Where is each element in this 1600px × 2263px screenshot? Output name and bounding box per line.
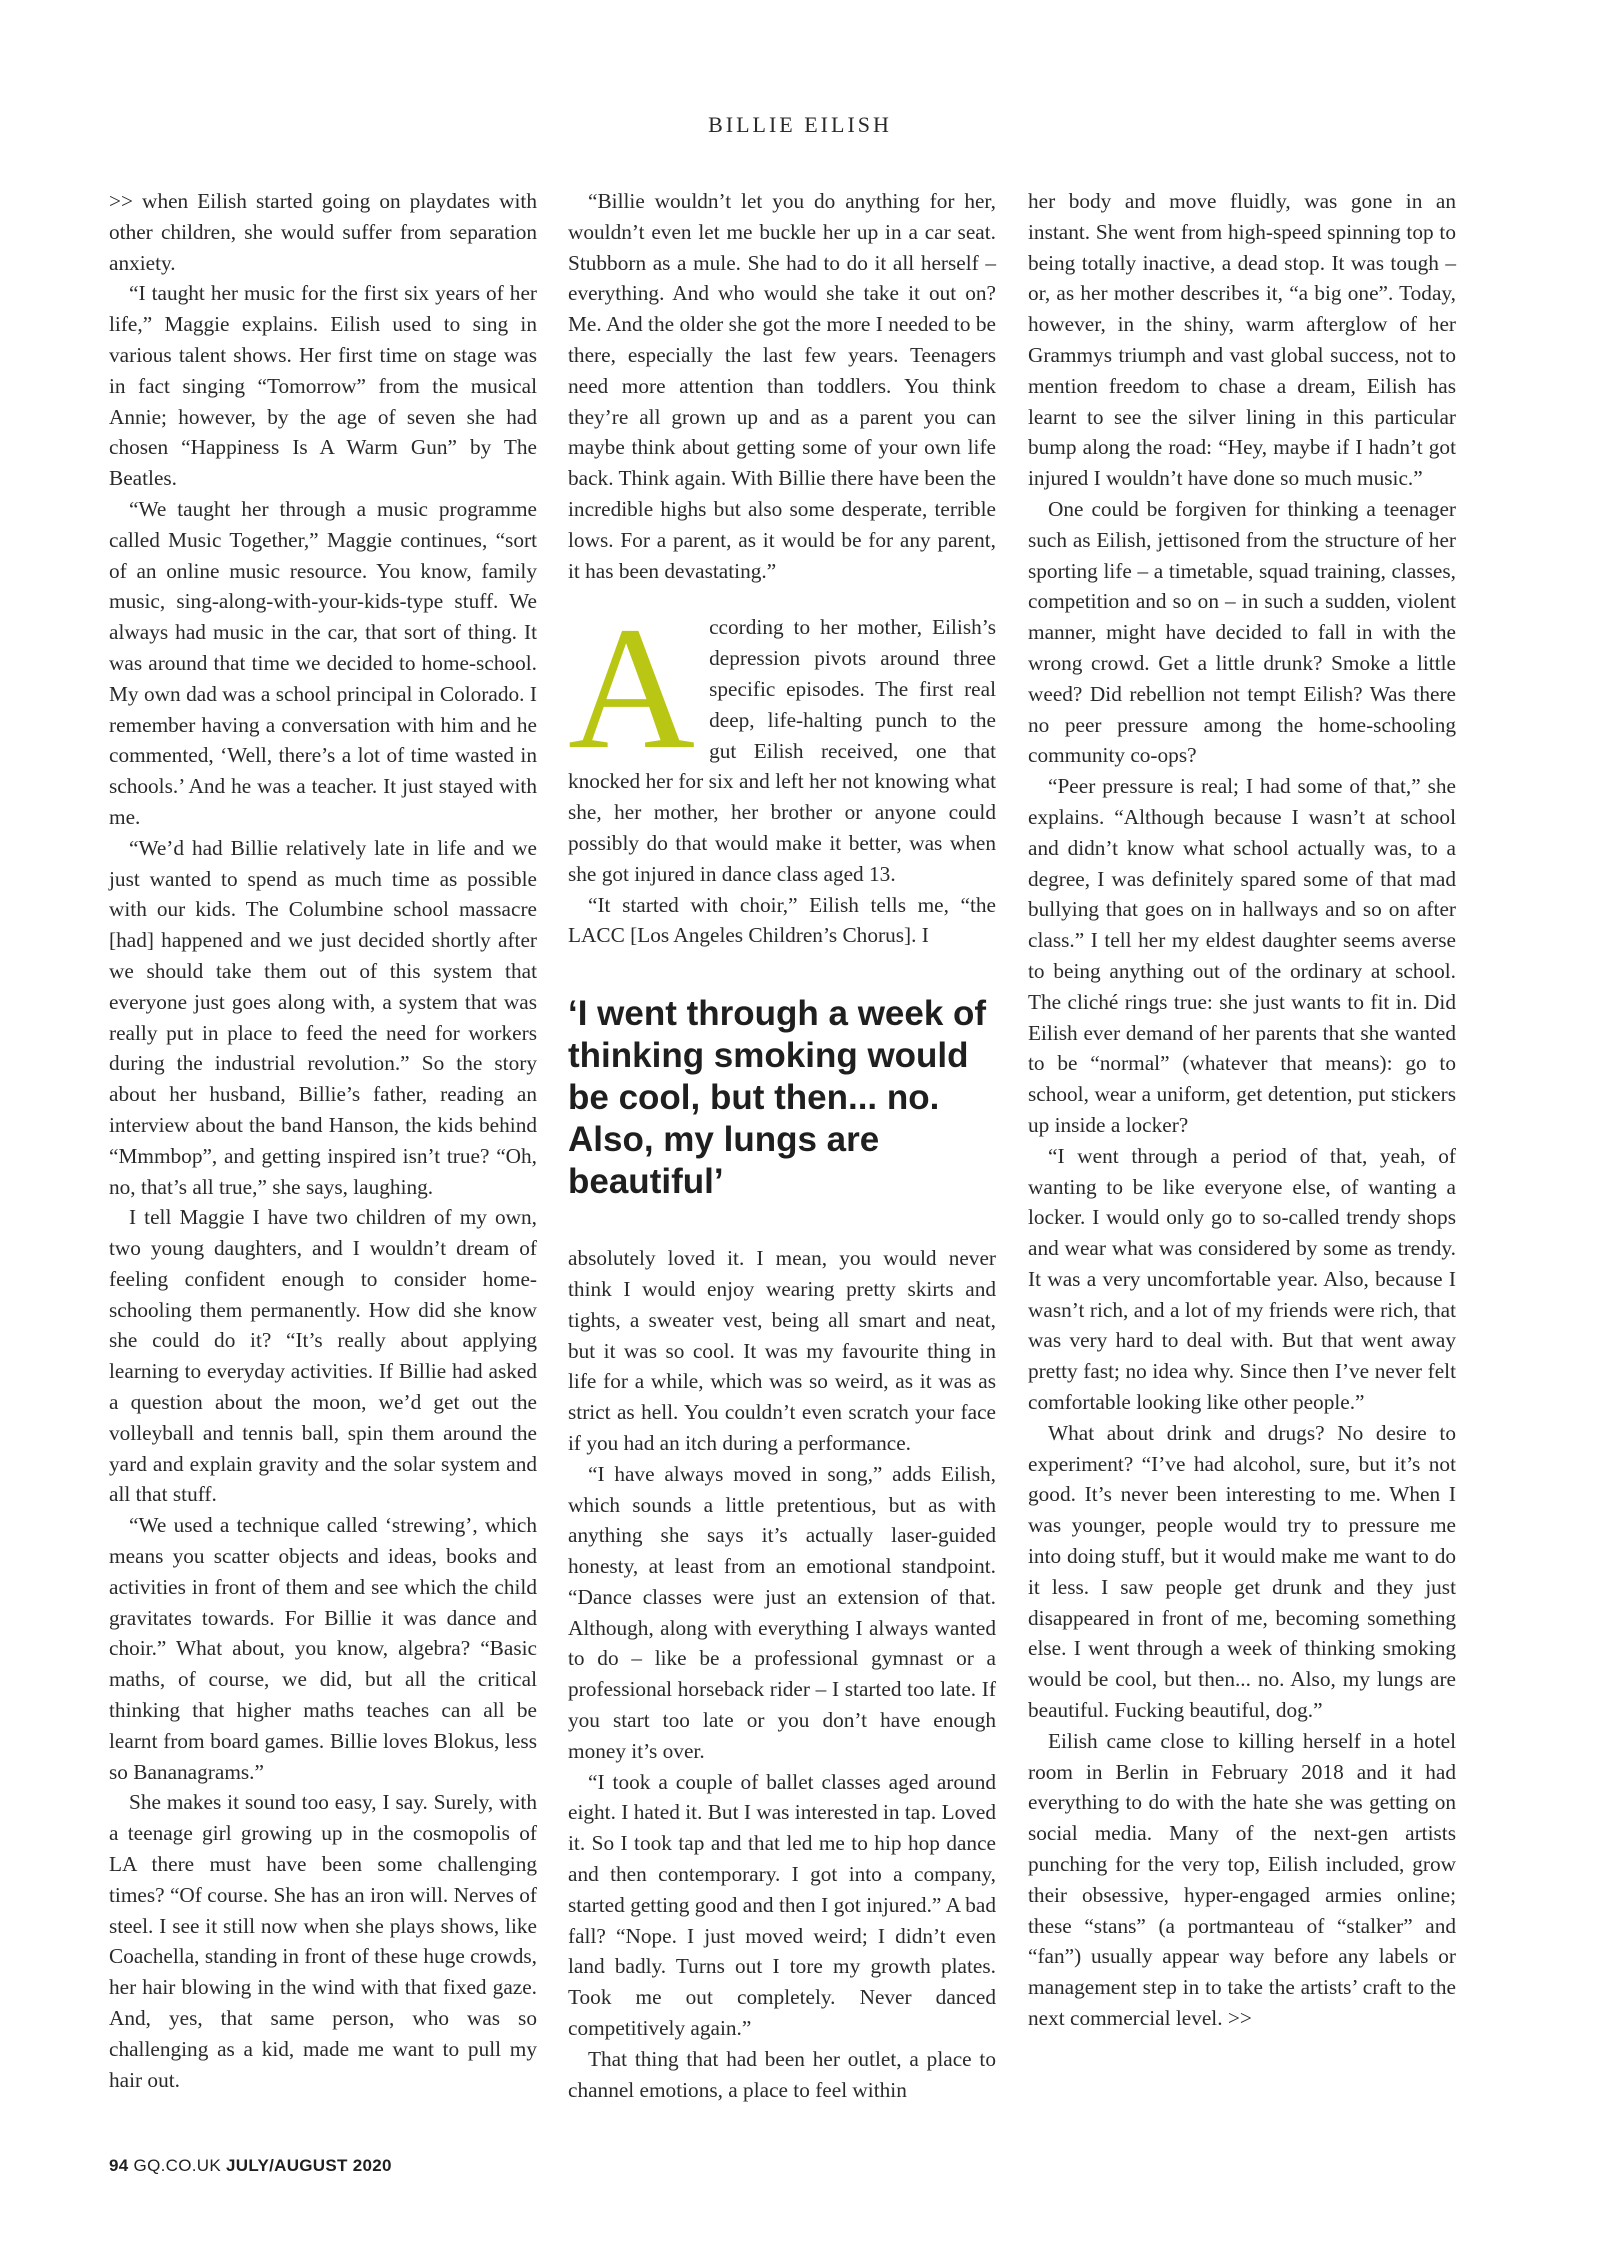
column-3 bbox=[1028, 186, 1456, 2034]
dropcap-paragraph bbox=[568, 591, 996, 889]
paragraph: >> when Eilish started going on playdates with other children, she would suffer from separation anxiety. bbox=[109, 189, 537, 275]
issue-date: JULY/AUGUST 2020 bbox=[226, 2156, 392, 2175]
paragraph: She makes it sound too easy, I say. Surely, with a teenage girl growing up in the cosmopolis of LA there must have been some challenging times? “Of course. She has an iron will. Nerves of steel. I see it still now when she plays shows, like Coachella, standing in front of these huge crowds, her hair blowing in the wind with that fixed gaze. And, yes, that same person, who was so challenging as a kid, made me want to pull my hair out. bbox=[109, 1790, 537, 2092]
paragraph: I tell Maggie I have two children of my own, two young daughters, and I wouldn’t dream of feeling confident enough to consider home-schooling them permanently. How did she know she could do it? “It’s really about applying learning to everyday activities. If Billie had asked a question about the moon, we’d get out the volleyball and tennis ball, spin them around the yard and explain gravity and the solar system and all that stuff. bbox=[109, 1205, 537, 1507]
dropcap-letter: A bbox=[568, 591, 696, 787]
paragraph: “We taught her through a music programme called Music Together,” Maggie continues, “sort of an online music resource. You know, family music, sing-along-with-your-kids-type stuff. We always had music in the car, that sort of thing. It was around that time we decided to home-school. My own dad was a school principal in Colorado. I remember having a conversation with him and he commented, ‘Well, there’s a lot of time wasted in schools.’ And he was a teacher. It just stayed with me. bbox=[109, 496, 537, 829]
pull-quote: ‘I went through a week of thinking smoking would be cool, but then... no. Also, my lungs are beautiful’ bbox=[568, 994, 987, 1202]
paragraph: That thing that had been her outlet, a place to channel emotions, a place to feel within bbox=[568, 2046, 996, 2102]
paragraph: “Peer pressure is real; I had some of that,” she explains. “Although because I wasn’t at school and didn’t know what school actually was, to a degree, I was definitely spared some of that mad bullying that goes on in hallways and so on after class.” I tell her my eldest daughter seems averse to being anything out of the ordinary at school. The cliché rings true: she just wants to fit in. Did Eilish ever demand of her parents that she wanted to be “normal” (whatever that means): go to school, wear a uniform, get detention, put stickers up inside a locker? bbox=[1028, 774, 1456, 1137]
paragraph: What about drink and drugs? No desire to experiment? “I’ve had alcohol, sure, but it’s not good. It’s never been interesting to me. When I was younger, people would try to pressure me into doing stuff, but it would make me want to do it less. I saw people get drunk and they just disappeared in front of me, becoming something else. I went through a week of thinking smoking would be cool, but then... no. Also, my lungs are beautiful. Fucking beautiful, dog.” bbox=[1028, 1420, 1456, 1723]
paragraph: absolutely loved it. I mean, you would never think I would enjoy wearing pretty skirts and tights, a sweater vest, being all smart and neat, but it was so cool. It was my favourite thing in life for a while, which was so weird, as it was as strict as hell. You couldn’t even scratch your face if you had an itch during a performance. bbox=[568, 1246, 996, 1455]
folio bbox=[109, 2156, 392, 2176]
site-name: GQ.CO.UK bbox=[133, 2156, 221, 2175]
paragraph: “I have always moved in song,” adds Eilish, which sounds a little pretentious, but as with anything she says it’s actually laser-guided honesty, at least from an emotional standpoint. “Dance classes were just an extension of that. Although, along with everything I always wanted to do – like be a professional gymnast or a professional horseback rider – I started too late. If you start too late or you don’t have enough money it’s over. bbox=[568, 1461, 996, 1763]
paragraph: “I taught her music for the first six years of her life,” Maggie explains. Eilish used to sing in various talent shows. Her first time on stage was in fact singing “Tomorrow” from the musical Annie; however, by the age of seven she had chosen “Happiness Is A Warm Gun” by The Beatles. bbox=[109, 281, 537, 491]
page-number: 94 bbox=[109, 2156, 129, 2175]
paragraph: her body and move fluidly, was gone in an instant. She went from high-speed spinning top to being totally inactive, a dead stop. It was tough – or, as her mother describes it, “a big one”. Today, however, in the shiny, warm afterglow of her Grammys triumph and vast global success, not to mention freedom to chase a dream, Eilish has learnt to see the silver lining in this particular bump along the road: “Hey, maybe if I hadn’t got injured I wouldn’t have done so much music.” bbox=[1028, 189, 1456, 491]
paragraph: “We used a technique called ‘strewing’, which means you scatter objects and ideas, books and activities in front of them and see which the child gravitates towards. For Billie it was dance and choir.” What about, you know, algebra? “Basic maths, of course, we did, but all the critical thinking that higher maths teaches can all be learnt from board games. Billie loves Blokus, less so Bananagrams.” bbox=[109, 1513, 537, 1784]
paragraph: “It started with choir,” Eilish tells me, “the LACC [Los Angeles Children’s Chorus]. I bbox=[568, 892, 996, 948]
paragraph: Eilish came close to killing herself in a hotel room in Berlin in February 2018 and it had everything to do with the hate she was getting on social media. Many of the next-gen artists punching for the very top, Eilish included, grow their obsessive, hyper-engaged armies online; these “stans” (a portmanteau of “stalker” and “fan”) usually appear way before any labels or management step in to take the artists’ craft to the next commercial level. >> bbox=[1028, 1728, 1456, 2031]
column-2 bbox=[568, 186, 996, 2105]
paragraph: “I went through a period of that, yeah, of wanting to be like everyone else, of wanting a locker. I would only go to so-called trendy shops and wear what was considered by some as trendy. It was a very uncomfortable year. Also, because I wasn’t rich, and a lot of my friends were rich, that was very hard to deal with. But that went away pretty fast; no idea why. Since then I’ve never felt comfortable looking like other people.” bbox=[1028, 1143, 1456, 1415]
running-head: BILLIE EILISH bbox=[708, 112, 892, 137]
column-1 bbox=[109, 186, 537, 2095]
paragraph: One could be forgiven for thinking a teenager such as Eilish, jettisoned from the structure of her sporting life – a timetable, squad training, classes, competition and so on – in such a sudden, violent manner, might have decided to fall in with the wrong crowd. Get a little drunk? Smoke a little weed? Did rebellion not tempt Eilish? Was there no peer pressure among the home-schooling community co-ops? bbox=[1028, 496, 1456, 768]
paragraph: “Billie wouldn’t let you do anything for her, wouldn’t even let me buckle her up in a car seat. Stubborn as a mule. She had to do it all herself – everything. And who would she take it out on? Me. And the older she got the more I needed to be there, especially the last few years. Teenagers need more attention than toddlers. You think they’re all grown up and as a parent you can maybe think about getting some of your own life back. Think again. With Billie there have been the incredible highs but also some desperate, terrible lows. For a parent, as it would be for any parent, it has been devastating.” bbox=[568, 189, 996, 583]
paragraph: “We’d had Billie relatively late in life and we just wanted to spend as much time as possible with our kids. The Columbine school massacre [had] happened and we just decided shortly after we should take them out of this system that everyone just goes along with, a system that was really put in place to feed the need for workers during the industrial revolution.” So the story about her husband, Billie’s father, reading an interview about the band Hanson, the kids behind “Mmmbop”, and getting inspired isn’t true? “Oh, no, that’s all true,” she says, laughing. bbox=[109, 835, 537, 1199]
paragraph: “I took a couple of ballet classes aged around eight. I hated it. But I was interested in tap. Loved it. So I took tap and that led me to hip hop dance and then contemporary. I got into a company, started getting good and then I got injured.” A bad fall? “Nope. I just moved weird; I didn’t even land badly. Turns out I tore my growth plates. Took me out completely. Never danced competitively again.” bbox=[568, 1769, 996, 2041]
dropcap-paragraph-text: ccording to her mother, Eilish’s depression pivots around three specific episodes. The first real deep, life-halting punch to the gut Eilish received, one that knocked her for six and left her not knowing what she, her mother, her brother or anyone could possibly do that would make it better, was when she got injured in dance class aged 13. bbox=[568, 615, 996, 886]
